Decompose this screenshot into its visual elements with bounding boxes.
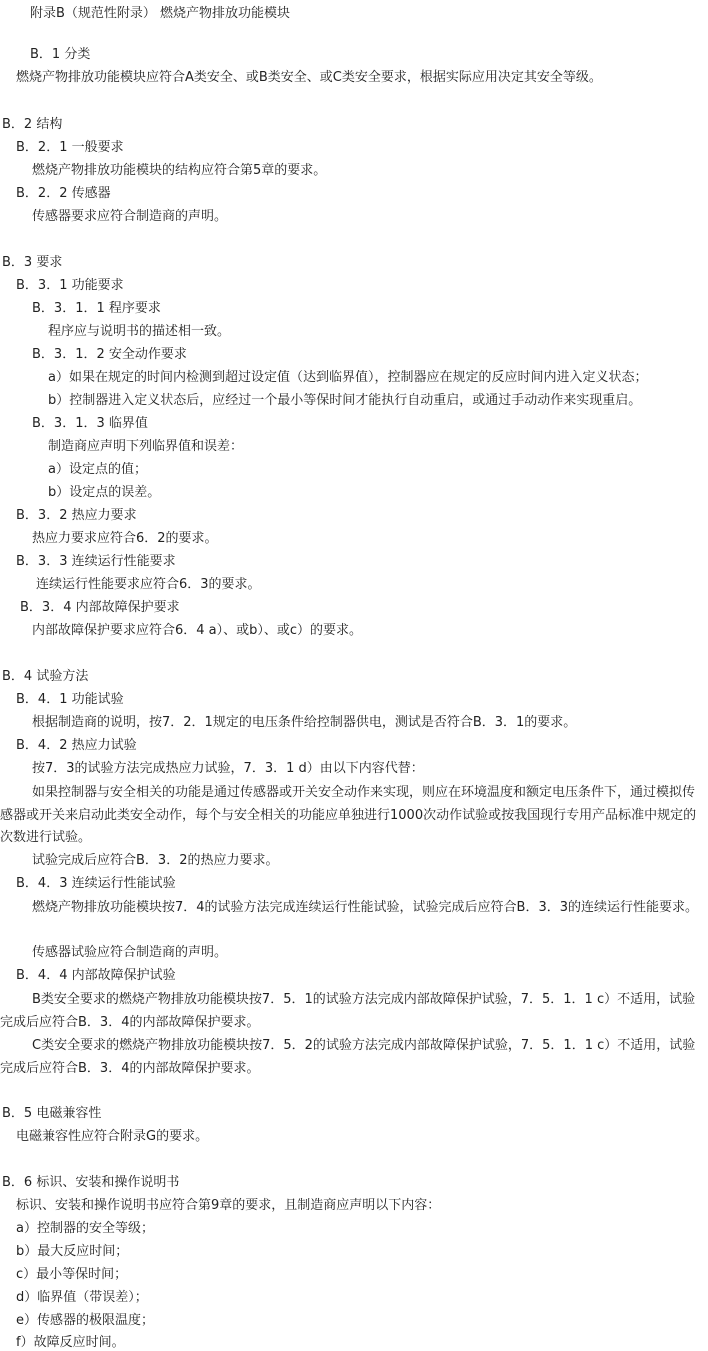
subsection-heading: B．3．4 内部故障保护要求: [20, 600, 180, 615]
list-item: d）临界值（带误差）；: [16, 1290, 148, 1305]
paragraph: 根据制造商的说明，按7．2．1规定的电压条件给控制器供电，测试是否符合B．3．1的要求。: [32, 715, 577, 730]
subsection-heading: B．3．2 热应力要求: [16, 508, 137, 523]
section-heading-b6: B．6 标识、安装和操作说明书: [2, 1175, 180, 1190]
subsection-heading: B．3．3 连续运行性能要求: [16, 554, 176, 569]
list-item: b）最大反应时间；: [16, 1244, 129, 1259]
paragraph: 燃烧产物排放功能模块的结构应符合第5章的要求。: [32, 163, 327, 178]
section-heading-b4: B．4 试验方法: [2, 669, 89, 684]
paragraph: 如果控制器与安全相关的功能是通过传感器或开关安全动作来实现，则应在环境温度和额定电压条件下，通过模拟传感器或开关来启动此类安全动作，每个与安全相关的功能应单独进行1000次动作试验或按我国现行专用产品标准中规定的次数进行试验。: [0, 785, 697, 845]
paragraph: 按7．3的试验方法完成热应力试验，7．3．1 d）由以下内容代替：: [32, 761, 424, 776]
subsection-heading: B．4．2 热应力试验: [16, 738, 137, 753]
section-heading-b2: B．2 结构: [2, 117, 63, 132]
paragraph: 传感器要求应符合制造商的声明。: [32, 209, 228, 224]
section-heading-b1: B．1 分类: [30, 47, 91, 62]
paragraph: 燃烧产物排放功能模块按7．4的试验方法完成连续运行性能试验，试验完成后应符合B．3．3的连续运行性能要求。: [32, 900, 699, 915]
paragraph: B类安全要求的燃烧产物排放功能模块按7．5．1的试验方法完成内部故障保护试验，7．5．1．1 c）不适用，试验完成后应符合B．3．4的内部故障保护要求。: [0, 992, 696, 1030]
subsubsection-heading: B．3．1．3 临界值: [32, 416, 148, 431]
paragraph: 内部故障保护要求应符合6．4 a）、或b）、或c）的要求。: [32, 623, 363, 638]
list-item: b）设定点的误差。: [48, 485, 161, 500]
subsection-heading: B．2．1 一般要求: [16, 140, 124, 155]
paragraph: 标识、安装和操作说明书应符合第9章的要求，且制造商应声明以下内容：: [16, 1198, 441, 1213]
paragraph: 试验完成后应符合B．3．2的热应力要求。: [32, 853, 279, 868]
paragraph: 程序应与说明书的描述相一致。: [48, 324, 231, 339]
section-heading-b5: B．5 电磁兼容性: [2, 1106, 102, 1121]
paragraph: 燃烧产物排放功能模块应符合A类安全、或B类安全、或C类安全要求，根据实际应用决定其安全等级。: [16, 70, 602, 85]
subsection-heading: B．4．4 内部故障保护试验: [16, 968, 176, 983]
paragraph: 制造商应声明下列临界值和误差：: [48, 439, 244, 454]
subsubsection-heading: B．3．1．2 安全动作要求: [32, 347, 187, 362]
list-item: a）控制器的安全等级；: [16, 1221, 154, 1236]
subsection-heading: B．2．2 传感器: [16, 186, 111, 201]
appendix-title: 附录B（规范性附录） 燃烧产物排放功能模块: [30, 6, 291, 21]
list-item: c）最小等保时间；: [16, 1267, 128, 1282]
subsection-heading: B．4．3 连续运行性能试验: [16, 876, 176, 891]
paragraph: 电磁兼容性应符合附录G的要求。: [16, 1129, 209, 1144]
list-item: b）控制器进入定义状态后，应经过一个最小等保时间才能执行自动重启，或通过手动动作来实现重启。: [48, 393, 642, 408]
list-item: e）传感器的极限温度；: [16, 1313, 154, 1328]
section-heading-b3: B．3 要求: [2, 255, 63, 270]
subsection-heading: B．4．1 功能试验: [16, 692, 124, 707]
list-item: f）故障反应时间。: [16, 1335, 125, 1350]
paragraph: 连续运行性能要求应符合6．3的要求。: [36, 577, 261, 592]
subsubsection-heading: B．3．1．1 程序要求: [32, 301, 161, 316]
paragraph: 热应力要求应符合6．2的要求。: [32, 531, 218, 546]
paragraph: 传感器试验应符合制造商的声明。: [32, 945, 228, 960]
subsection-heading: B．3．1 功能要求: [16, 278, 124, 293]
paragraph: C类安全要求的燃烧产物排放功能模块按7．5．2的试验方法完成内部故障保护试验，7．5．1．1 c）不适用，试验完成后应符合B．3．4的内部故障保护要求。: [0, 1038, 696, 1076]
list-item: a）设定点的值；: [48, 462, 147, 477]
list-item: a）如果在规定的时间内检测到超过设定值（达到临界值），控制器应在规定的反应时间内进入定义状态；: [48, 370, 648, 385]
